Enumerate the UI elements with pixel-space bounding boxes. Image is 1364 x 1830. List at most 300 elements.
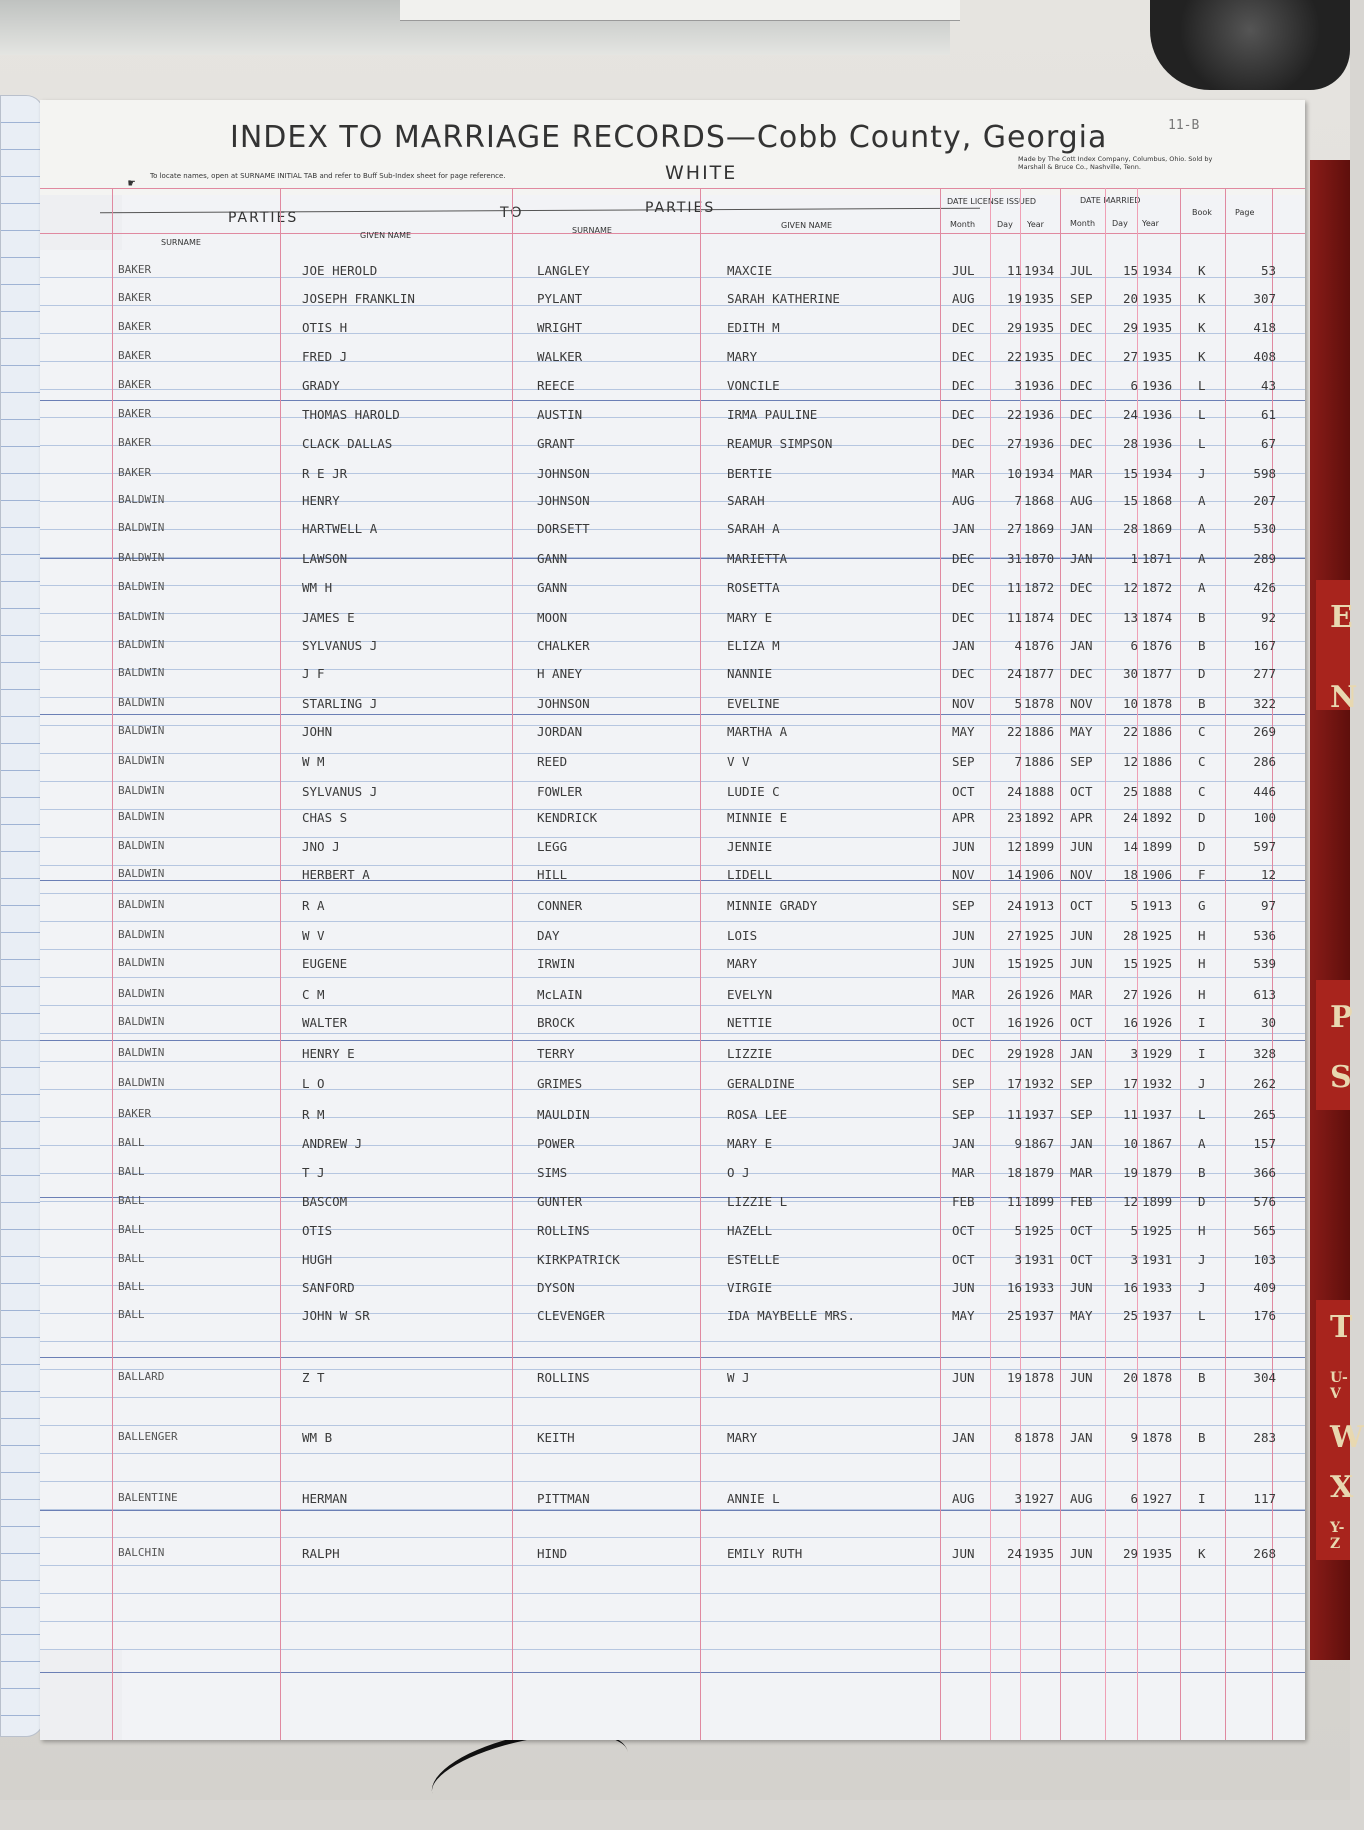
book-letter: K — [1198, 291, 1206, 306]
married-year: 1925 — [1142, 956, 1173, 971]
party-given-name: ANDREW J — [302, 1136, 363, 1151]
license-year: 1936 — [1024, 436, 1055, 451]
table-row — [40, 1046, 1305, 1070]
license-month: APR — [952, 810, 975, 825]
book-letter: H — [1198, 987, 1206, 1002]
table-row — [40, 1107, 1305, 1131]
married-month: MAR — [1070, 987, 1093, 1002]
license-year: 1935 — [1024, 1546, 1055, 1561]
section-rule — [40, 1040, 1305, 1041]
married-day: 12 — [1122, 754, 1138, 769]
page-number-cell: 61 — [1260, 407, 1276, 422]
page-number-cell: 157 — [1253, 1136, 1276, 1151]
married-year: 1872 — [1142, 580, 1173, 595]
license-year: 1886 — [1024, 724, 1055, 739]
party-given-name: HARTWELL A — [302, 521, 378, 536]
party-given-name: W M — [302, 754, 325, 769]
married-month: NOV — [1070, 696, 1093, 711]
party-surname: BALDWIN — [118, 1076, 165, 1089]
book-letter: K — [1198, 320, 1206, 335]
book-letter: B — [1198, 638, 1206, 653]
spouse-given-name: V V — [727, 754, 750, 769]
married-month: DEC — [1070, 407, 1093, 422]
married-month: JUL — [1070, 263, 1093, 278]
page-number-cell: 269 — [1253, 724, 1276, 739]
book-letter: K — [1198, 349, 1206, 364]
married-month: SEP — [1070, 1076, 1093, 1091]
party-surname: BAKER — [118, 436, 152, 449]
married-day: 12 — [1122, 580, 1138, 595]
married-day: 20 — [1122, 1370, 1138, 1385]
married-day: 15 — [1122, 263, 1138, 278]
license-month: AUG — [952, 493, 975, 508]
page-number: 11-B — [1168, 118, 1200, 133]
book-letter: I — [1198, 1015, 1206, 1030]
table-row — [40, 1546, 1305, 1570]
married-year: 1932 — [1142, 1076, 1173, 1091]
married-month: JAN — [1070, 1046, 1093, 1061]
page-number-cell: 426 — [1253, 580, 1276, 595]
married-day: 27 — [1122, 987, 1138, 1002]
page-number-cell: 304 — [1253, 1370, 1276, 1385]
ledger-page — [40, 100, 1305, 1740]
page-number-cell: 289 — [1253, 551, 1276, 566]
spouse-surname: CONNER — [537, 898, 583, 913]
license-day: 3 — [1014, 1252, 1022, 1267]
left-facing-page — [0, 95, 44, 1737]
license-day: 10 — [1006, 466, 1022, 481]
book-letter: J — [1198, 1280, 1206, 1295]
married-year: 1892 — [1142, 810, 1173, 825]
page-number-cell: 409 — [1253, 1280, 1276, 1295]
book-letter: H — [1198, 928, 1206, 943]
license-day: 11 — [1006, 263, 1022, 278]
spouse-given-name: EDITH M — [727, 320, 780, 335]
party-surname: BALDWIN — [118, 521, 165, 534]
spouse-surname: JOHNSON — [537, 696, 590, 711]
page-number-cell: 408 — [1253, 349, 1276, 364]
book-letter: C — [1198, 754, 1206, 769]
license-day: 29 — [1006, 1046, 1022, 1061]
spouse-given-name: IRMA PAULINE — [727, 407, 818, 422]
license-month: DEC — [952, 436, 975, 451]
license-month: DEC — [952, 1046, 975, 1061]
tab-letter: E — [1330, 600, 1353, 635]
license-year: 1870 — [1024, 551, 1055, 566]
party-given-name: Z T — [302, 1370, 325, 1385]
col-license-year: Year — [1027, 220, 1044, 229]
spouse-given-name: MAXCIE — [727, 263, 773, 278]
married-day: 28 — [1122, 436, 1138, 451]
table-row — [40, 867, 1305, 891]
spouse-surname: H ANEY — [537, 666, 583, 681]
license-day: 18 — [1006, 1165, 1022, 1180]
spouse-surname: ROLLINS — [537, 1370, 590, 1385]
book-letter: C — [1198, 784, 1206, 799]
section-rule — [40, 1672, 1305, 1673]
married-day: 5 — [1130, 1223, 1138, 1238]
married-day: 13 — [1122, 610, 1138, 625]
license-month: SEP — [952, 1107, 975, 1122]
page-number-cell: 307 — [1253, 291, 1276, 306]
spouse-surname: REECE — [537, 378, 575, 393]
book-letter: L — [1198, 1107, 1206, 1122]
married-month: MAR — [1070, 466, 1093, 481]
party-given-name: FRED J — [302, 349, 348, 364]
col-group-to: TO — [500, 205, 524, 221]
license-year: 1892 — [1024, 810, 1055, 825]
book-letter: C — [1198, 724, 1206, 739]
married-month: OCT — [1070, 898, 1093, 913]
party-surname: BALL — [118, 1280, 145, 1293]
spouse-given-name: ANNIE L — [727, 1491, 780, 1506]
license-month: OCT — [952, 784, 975, 799]
page-number-cell: 328 — [1253, 1046, 1276, 1061]
license-year: 1878 — [1024, 1370, 1055, 1385]
spouse-given-name: MARY E — [727, 1136, 773, 1151]
spouse-surname: GANN — [537, 580, 568, 595]
party-given-name: JOHN W SR — [302, 1308, 370, 1323]
book-letter: G — [1198, 898, 1206, 913]
married-day: 3 — [1130, 1252, 1138, 1267]
married-year: 1879 — [1142, 1165, 1173, 1180]
page-number-cell: 597 — [1253, 839, 1276, 854]
party-given-name: CHAS S — [302, 810, 348, 825]
spouse-given-name: LOIS — [727, 928, 758, 943]
page-number-cell: 418 — [1253, 320, 1276, 335]
party-given-name: L O — [302, 1076, 325, 1091]
table-row — [40, 754, 1305, 778]
spouse-surname: WRIGHT — [537, 320, 583, 335]
spouse-given-name: MARY — [727, 956, 758, 971]
book-letter: H — [1198, 956, 1206, 971]
party-given-name: EUGENE — [302, 956, 348, 971]
license-day: 16 — [1006, 1280, 1022, 1295]
spouse-given-name: GERALDINE — [727, 1076, 795, 1091]
table-row — [40, 839, 1305, 863]
page-number-cell: 446 — [1253, 784, 1276, 799]
book-letter: H — [1198, 1223, 1206, 1238]
spouse-surname: SIMS — [537, 1165, 568, 1180]
table-row — [40, 521, 1305, 545]
party-surname: BALDWIN — [118, 666, 165, 679]
married-year: 1868 — [1142, 493, 1173, 508]
page-number-cell: 268 — [1253, 1546, 1276, 1561]
spouse-surname: LANGLEY — [537, 263, 590, 278]
license-month: JUL — [952, 263, 975, 278]
table-row — [40, 1430, 1305, 1454]
table-row — [40, 407, 1305, 431]
party-surname: BAKER — [118, 320, 152, 333]
spouse-surname: KIRKPATRICK — [537, 1252, 620, 1267]
married-year: 1878 — [1142, 696, 1173, 711]
table-row — [40, 810, 1305, 834]
married-day: 20 — [1122, 291, 1138, 306]
married-day: 12 — [1122, 1194, 1138, 1209]
married-day: 1 — [1130, 551, 1138, 566]
married-day: 10 — [1122, 1136, 1138, 1151]
license-month: MAR — [952, 987, 975, 1002]
spouse-given-name: LIDELL — [727, 867, 773, 882]
book-letter: J — [1198, 1252, 1206, 1267]
table-row — [40, 1136, 1305, 1160]
license-day: 15 — [1006, 956, 1022, 971]
table-row — [40, 551, 1305, 575]
book-letter: B — [1198, 696, 1206, 711]
spouse-given-name: ROSETTA — [727, 580, 780, 595]
married-year: 1935 — [1142, 1546, 1173, 1561]
license-year: 1906 — [1024, 867, 1055, 882]
married-month: MAR — [1070, 1165, 1093, 1180]
spouse-given-name: ESTELLE — [727, 1252, 780, 1267]
party-surname: BALDWIN — [118, 610, 165, 623]
spouse-surname: PITTMAN — [537, 1491, 590, 1506]
table-row — [40, 1015, 1305, 1039]
license-year: 1888 — [1024, 784, 1055, 799]
license-month: OCT — [952, 1223, 975, 1238]
spouse-given-name: EVELINE — [727, 696, 780, 711]
married-month: OCT — [1070, 1223, 1093, 1238]
spouse-given-name: VONCILE — [727, 378, 780, 393]
married-year: 1925 — [1142, 1223, 1173, 1238]
book-letter: B — [1198, 1165, 1206, 1180]
married-day: 5 — [1130, 898, 1138, 913]
married-year: 1931 — [1142, 1252, 1173, 1267]
book-letter: A — [1198, 521, 1206, 536]
married-month: NOV — [1070, 867, 1093, 882]
page-number-cell: 43 — [1260, 378, 1276, 393]
spouse-surname: DORSETT — [537, 521, 590, 536]
married-day: 6 — [1130, 378, 1138, 393]
party-surname: BALDWIN — [118, 956, 165, 969]
license-year: 1928 — [1024, 1046, 1055, 1061]
page-number-cell: 598 — [1253, 466, 1276, 481]
license-year: 1936 — [1024, 407, 1055, 422]
party-surname: BALDWIN — [118, 638, 165, 651]
party-surname: BALDWIN — [118, 1015, 165, 1028]
party-surname: BALLENGER — [118, 1430, 178, 1443]
license-year: 1878 — [1024, 696, 1055, 711]
married-year: 1934 — [1142, 466, 1173, 481]
table-row — [40, 696, 1305, 720]
license-day: 22 — [1006, 407, 1022, 422]
license-day: 25 — [1006, 1308, 1022, 1323]
spouse-surname: GRANT — [537, 436, 575, 451]
license-month: MAY — [952, 1308, 975, 1323]
married-year: 1936 — [1142, 378, 1173, 393]
spouse-surname: POWER — [537, 1136, 575, 1151]
col-group-parties-right: PARTIES — [645, 200, 716, 216]
col-married-year: Year — [1142, 219, 1159, 228]
book-letter: L — [1198, 436, 1206, 451]
license-year: 1869 — [1024, 521, 1055, 536]
license-month: MAY — [952, 724, 975, 739]
license-month: FEB — [952, 1194, 975, 1209]
book-letter: F — [1198, 867, 1206, 882]
spouse-given-name: MINNIE E — [727, 810, 788, 825]
license-day: 4 — [1014, 638, 1022, 653]
married-day: 9 — [1130, 1430, 1138, 1445]
spouse-surname: FOWLER — [537, 784, 583, 799]
party-surname: BALDWIN — [118, 928, 165, 941]
license-day: 31 — [1006, 551, 1022, 566]
married-day: 28 — [1122, 928, 1138, 943]
married-day: 6 — [1130, 638, 1138, 653]
married-year: 1926 — [1142, 1015, 1173, 1030]
header-rule — [40, 233, 1305, 234]
license-year: 1933 — [1024, 1280, 1055, 1295]
page-number-cell: 576 — [1253, 1194, 1276, 1209]
table-row — [40, 378, 1305, 402]
spouse-given-name: EMILY RUTH — [727, 1546, 803, 1561]
party-surname: BALL — [118, 1223, 145, 1236]
table-row — [40, 1165, 1305, 1189]
married-month: OCT — [1070, 784, 1093, 799]
married-year: 1926 — [1142, 987, 1173, 1002]
married-year: 1929 — [1142, 1046, 1173, 1061]
book-letter: D — [1198, 1194, 1206, 1209]
party-surname: BALDWIN — [118, 724, 165, 737]
married-month: OCT — [1070, 1015, 1093, 1030]
married-day: 24 — [1122, 810, 1138, 825]
married-year: 1886 — [1142, 724, 1173, 739]
spouse-surname: TERRY — [537, 1046, 575, 1061]
party-given-name: SYLVANUS J — [302, 784, 378, 799]
license-year: 1937 — [1024, 1308, 1055, 1323]
publisher-note: Made by The Cott Index Company, Columbus, Ohio. Sold by Marshall & Bruce Co., Nashville, Tenn. — [1018, 155, 1213, 171]
party-surname: BALDWIN — [118, 898, 165, 911]
spouse-surname: GUNTER — [537, 1194, 583, 1209]
married-year: 1927 — [1142, 1491, 1173, 1506]
party-surname: BALLARD — [118, 1370, 165, 1383]
license-year: 1879 — [1024, 1165, 1055, 1180]
married-month: DEC — [1070, 320, 1093, 335]
party-given-name: RALPH — [302, 1546, 340, 1561]
spouse-surname: PYLANT — [537, 291, 583, 306]
page-number-cell: 117 — [1253, 1491, 1276, 1506]
party-surname: BAKER — [118, 291, 152, 304]
married-day: 16 — [1122, 1015, 1138, 1030]
license-month: DEC — [952, 320, 975, 335]
table-row — [40, 436, 1305, 460]
party-given-name: WALTER — [302, 1015, 348, 1030]
license-month: JUN — [952, 956, 975, 971]
license-month: DEC — [952, 666, 975, 681]
party-surname: BALDWIN — [118, 839, 165, 852]
married-month: JAN — [1070, 551, 1093, 566]
col-group-parties-left: PARTIES — [228, 210, 299, 226]
spouse-given-name: HAZELL — [727, 1223, 773, 1238]
license-month: JAN — [952, 521, 975, 536]
party-given-name: W V — [302, 928, 325, 943]
party-surname: BAKER — [118, 263, 152, 276]
party-given-name: JOHN — [302, 724, 333, 739]
married-year: 1886 — [1142, 754, 1173, 769]
license-day: 11 — [1006, 610, 1022, 625]
table-row — [40, 1370, 1305, 1394]
spouse-surname: HIND — [537, 1546, 568, 1561]
license-day: 29 — [1006, 320, 1022, 335]
party-given-name: SYLVANUS J — [302, 638, 378, 653]
book-letter: L — [1198, 1308, 1206, 1323]
party-given-name: JNO J — [302, 839, 340, 854]
spouse-given-name: LUDIE C — [727, 784, 780, 799]
party-given-name: CLACK DALLAS — [302, 436, 393, 451]
married-year: 1937 — [1142, 1107, 1173, 1122]
party-surname: BALCHIN — [118, 1546, 165, 1559]
party-surname: BALENTINE — [118, 1491, 178, 1504]
license-day: 7 — [1014, 754, 1022, 769]
license-year: 1925 — [1024, 956, 1055, 971]
col-given-2: GIVEN NAME — [781, 221, 833, 230]
license-day: 22 — [1006, 724, 1022, 739]
spouse-surname: McLAIN — [537, 987, 583, 1002]
spouse-given-name: W J — [727, 1370, 750, 1385]
book-letter: B — [1198, 1370, 1206, 1385]
table-row — [40, 1491, 1305, 1515]
party-surname: BAKER — [118, 466, 152, 479]
married-month: OCT — [1070, 1252, 1093, 1267]
license-month: JUN — [952, 1280, 975, 1295]
license-year: 1874 — [1024, 610, 1055, 625]
book-letter: I — [1198, 1046, 1206, 1061]
party-surname: BALDWIN — [118, 784, 165, 797]
license-day: 16 — [1006, 1015, 1022, 1030]
table-row — [40, 1252, 1305, 1276]
col-married-month: Month — [1070, 219, 1096, 228]
spouse-given-name: JENNIE — [727, 839, 773, 854]
section-rule — [40, 1357, 1305, 1358]
tab-letter: U-V — [1330, 1370, 1348, 1402]
married-year: 1877 — [1142, 666, 1173, 681]
tab-letter: X — [1330, 1470, 1354, 1505]
table-row — [40, 784, 1305, 808]
page-number-cell: 536 — [1253, 928, 1276, 943]
book-letter: A — [1198, 580, 1206, 595]
party-surname: BALDWIN — [118, 696, 165, 709]
spouse-surname: DAY — [537, 928, 560, 943]
spouse-given-name: NANNIE — [727, 666, 773, 681]
camera-mount — [1150, 0, 1350, 90]
page-number-cell: 100 — [1253, 810, 1276, 825]
married-month: DEC — [1070, 610, 1093, 625]
page-number-cell: 167 — [1253, 638, 1276, 653]
spouse-surname: DYSON — [537, 1280, 575, 1295]
col-surname-2: SURNAME — [572, 226, 612, 235]
tab-letter: N — [1330, 680, 1358, 715]
table-row — [40, 580, 1305, 604]
party-given-name: THOMAS HAROLD — [302, 407, 400, 422]
spouse-surname: CLEVENGER — [537, 1308, 605, 1323]
married-year: 1925 — [1142, 928, 1173, 943]
married-year: 1933 — [1142, 1280, 1173, 1295]
book-letter: B — [1198, 610, 1206, 625]
married-day: 28 — [1122, 521, 1138, 536]
married-month: MAY — [1070, 1308, 1093, 1323]
book-letter: A — [1198, 1136, 1206, 1151]
married-day: 19 — [1122, 1165, 1138, 1180]
book-letter: K — [1198, 1546, 1206, 1561]
married-year: 1936 — [1142, 407, 1173, 422]
table-row — [40, 1223, 1305, 1247]
license-year: 1867 — [1024, 1136, 1055, 1151]
spouse-given-name: REAMUR SIMPSON — [727, 436, 833, 451]
license-month: JUN — [952, 1370, 975, 1385]
married-day: 6 — [1130, 1491, 1138, 1506]
col-license-day: Day — [997, 220, 1013, 229]
married-month: SEP — [1070, 1107, 1093, 1122]
license-day: 24 — [1006, 898, 1022, 913]
